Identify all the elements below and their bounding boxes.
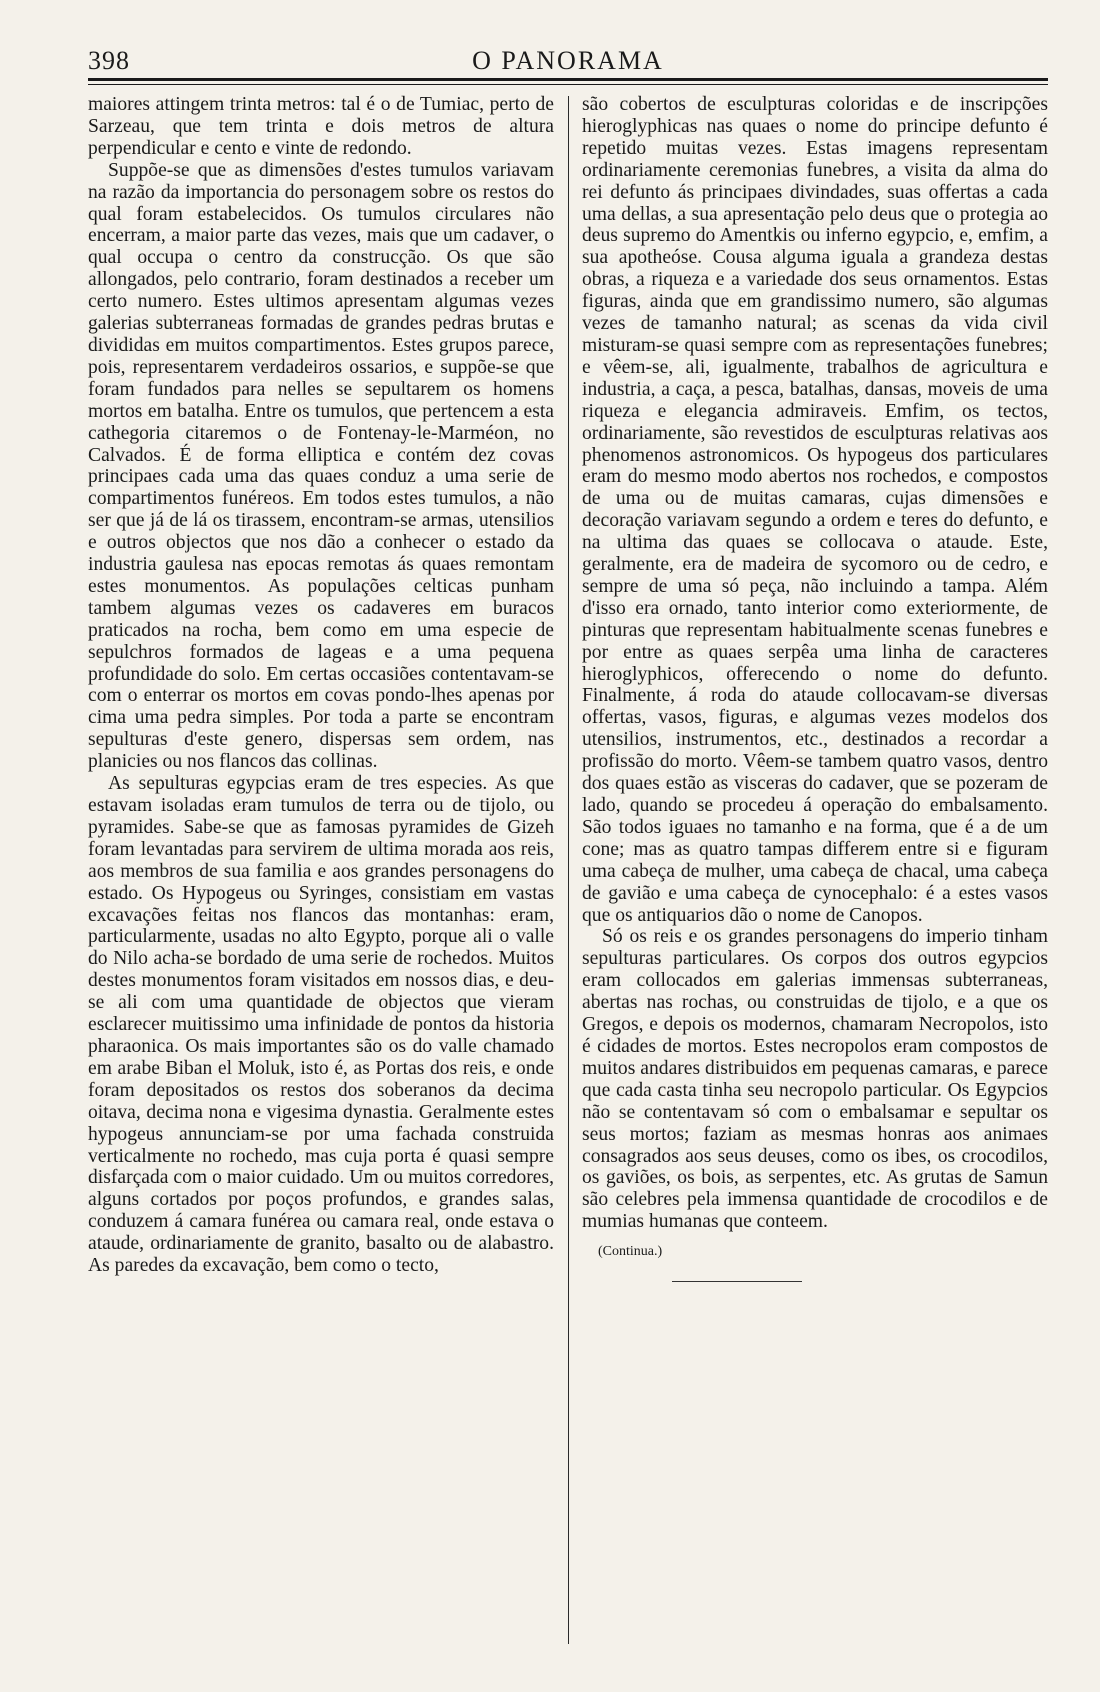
paragraph: Suppõe-se que as dimensões d'estes tumulos variavam na razão da importancia do personagem sobre os restos do qual foram estabelecidos. Os tumulos circulares não encerram, a maior parte das vezes, mais que um cadaver, o qual occupa o centro da construcção. Os que são allongados, pelo contrario, foram destinados a receber um certo numero. Estes ultimos apresentam algumas vezes galerias subterraneas formadas de grandes pedras brutas e divididas em muitos compartimentos. Estes grupos parece, pois, representarem verdadeiros ossarios, e suppõe-se que foram fundados para nelles se sepultarem os homens mortos em batalha. Entre os tumulos, que pertencem a esta cathegoria citaremos o de Fontenay-le-Marméon, no Calvados. É de forma elliptica e contém dez covas principaes cada uma das quaes conduz a uma serie de compartimentos funéreos. Em todos estes tumulos, a não ser que já de lá os tirassem, encontram-se armas, utensilios e outros objectos que nos dão a conhecer o estado da industria gaulesa nas epocas remotas ás quaes remontam estes monumentos. As populações celticas punham tambem algumas vezes os cadaveres em buracos praticados na rocha, bem como em uma especie de sepulchros formados de lageas e a uma pequena profundidade do solo. Em certas occasiões contentavam-se com o enterrar os mortos em covas pondo-lhes apenas por cima uma pedra simples. Por toda a parte se encontram sepulturas d'este genero, dispersas sem ordem, nas planicies ou nos flancos das collinas.	[88, 159, 554, 773]
continued-note: (Continua.)	[598, 1244, 663, 1260]
running-title: O PANORAMA	[472, 46, 664, 75]
paragraph: As sepulturas egypcias eram de tres especies. As que estavam isoladas eram tumulos de terra ou de tijolo, ou pyramides. Sabe-se que as famosas pyramides de Gizeh foram levantadas para servirem de ultima morada aos reis, aos membros de sua familia e aos grandes personagens do estado. Os Hypogeus ou Syringes, consistiam em vastas excavações feitas nos flancos das montanhas: eram, particularmente, usadas no alto Egypto, porque ali o valle do Nilo acha-se bordado de uma serie de rochedos. Muitos destes monumentos foram visitados em nossos dias, e deu-se ali com uma quantidade de objectos que vieram esclarecer muitissimo uma infinidade de pontos da historia pharaonica. Os mais importantes são os do valle chamado em arabe Biban el Moluk, isto é, as Portas dos reis, e onde foram depositados os restos dos soberanos da decima oitava, decima nona e vigesima dynastia. Geralmente estes hypogeus annunciam-se por uma fachada construida verticalmente no rochedo, mas cuja porta é quasi sempre disfarçada com o maior cuidado. Um ou muitos corredores, alguns cortados por poços profundos, e grandes salas, conduzem á camara funérea ou camara real, onde estava o ataude, ordinariamente de granito, basalto ou de alabastro. As paredes da excavação, bem como o tecto,	[88, 773, 554, 1277]
header-rule	[88, 78, 1048, 81]
header-rule-thin	[88, 84, 1048, 85]
paragraph: maiores attingem trinta metros: tal é o de Tumiac, perto de Sarzeau, que tem trinta e dois metros de altura perpendicular e cento e vinte de redondo.	[88, 94, 554, 159]
left-column	[88, 94, 554, 1277]
page-header	[88, 40, 1048, 80]
page-number: 398	[88, 46, 130, 75]
paragraph: Só os reis e os grandes personagens do imperio tinham sepulturas particulares. Os corpos dos outros egypcios eram collocados em galerias immensas subterraneas, abertas nas rochas, ou construidas de tijolo, e a que os Gregos, e depois os modernos, chamaram Necropolos, isto é cidades de mortos. Estes necropolos eram compostos de muitos andares distribuidos em pequenas camaras, e parece que cada casta tinha seu necropolo particular. Os Egypcios não se contentavam só com o embalsamar e sepultar os seus mortos; faziam as mesmas honras aos animaes consagrados aos seus deuses, como os ibes, os crocodilos, os gaviões, os bois, as serpentes, etc. As grutas de Samun são celebres pela immensa quantidade de crocodilos e de mumias humanas que conteem.	[582, 926, 1048, 1233]
column-divider	[568, 96, 569, 1644]
right-column	[582, 94, 1048, 1282]
end-rule	[672, 1281, 802, 1282]
paragraph: são cobertos de esculpturas coloridas e de inscripções hieroglyphicas nas quaes o nome do principe defunto é repetido muitas vezes. Estas imagens representam ordinariamente ceremonias funebres, a visita da alma do rei defunto ás principaes divindades, suas offertas a cada uma dellas, a sua apresentação pelo deus que o protegia ao deus supremo do Amentkis ou inferno egypcio, e, emfim, a sua apotheóse. Cousa alguma iguala a grandeza destas obras, a riqueza e a variedade dos seus ornamentos. Estas figuras, ainda que em grandissimo numero, são algumas vezes de tamanho natural; as scenas da vida civil misturam-se quasi sempre com as representações funebres; e vêem-se, ali, igualmente, trabalhos de agricultura e industria, a caça, a pesca, batalhas, dansas, moveis de uma riqueza e elegancia admiraveis. Emfim, os tectos, ordinariamente, são revestidos de esculpturas relativas aos phenomenos astronomicos. Os hypogeus dos particulares eram do mesmo modo abertos nos rochedos, e compostos de uma ou de muitas camaras, cujas dimensões e decoração variavam segundo a ordem e teres do defunto, e na ultima das quaes se collocava o ataude. Este, geralmente, era de madeira de sycomoro ou de cedro, e sempre de uma só peça, não incluindo a tampa. Além d'isso era ornado, tanto interior como exteriormente, de pinturas que representam habitualmente scenas funebres e por entre as quaes serpêa uma linha de caracteres hieroglyphicos, offerecendo o nome do defunto. Finalmente, á roda do ataude collocavam-se diversas offertas, vasos, figuras, e algumas vezes modelos dos utensilios, instrumentos, etc., destinados a recordar a profissão do morto. Vêem-se tambem quatro vasos, dentro dos quaes estão as visceras do cadaver, que se pozeram de lado, quando se procedeu á operação do embalsamento. São todos iguaes no tamanho e na forma, que é a de um cone; mas as quatro tampas differem entre si e figuram uma cabeça de mulher, uma cabeça de chacal, uma cabeça de gavião e uma cabeça de cynocephalo: é a estes vasos que os antiquarios dão o nome de Canopos.	[582, 94, 1048, 926]
